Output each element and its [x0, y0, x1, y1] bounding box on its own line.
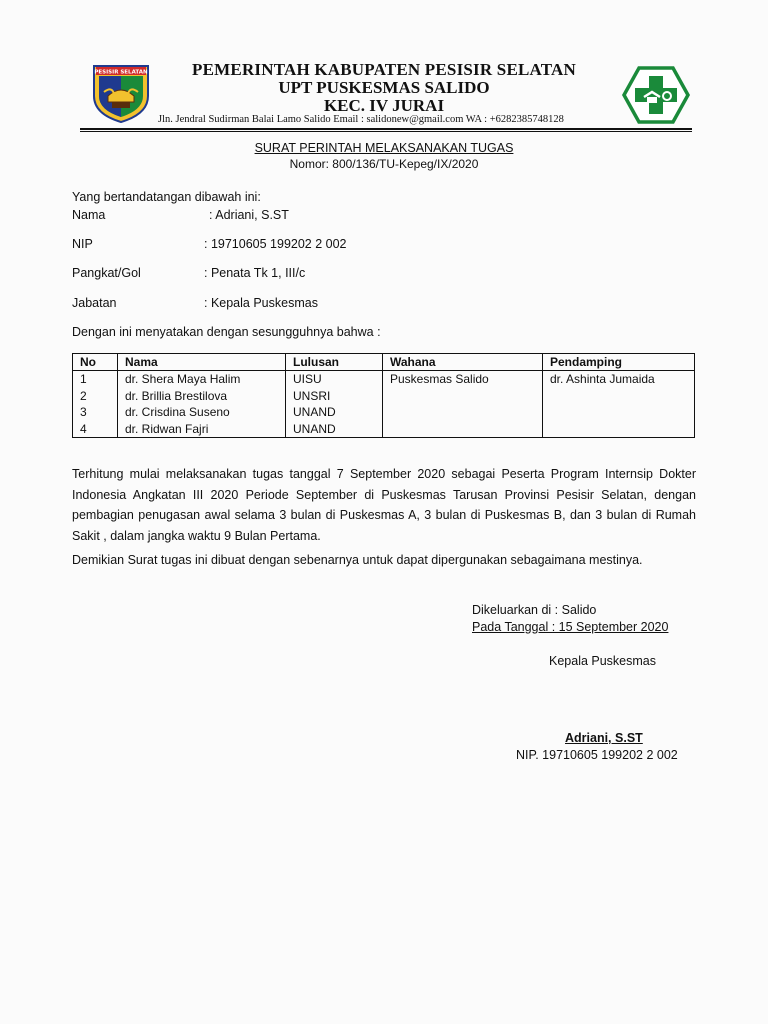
letterhead-address: Jln. Jendral Sudirman Balai Lamo Salido Email : salidonew@gmail.com WA : +6282385748128	[158, 114, 564, 125]
field-value-nip: : 19710605 199202 2 002	[204, 237, 347, 251]
signatory-nip: NIP. 19710605 199202 2 002	[516, 748, 678, 762]
header-no: No	[73, 354, 118, 371]
letterhead-line-1: PEMERINTAH KABUPATEN PESISIR SELATAN	[192, 60, 576, 79]
field-label-nip: NIP	[72, 237, 93, 251]
cell-nama	[118, 371, 286, 438]
row-lulusan: UNAND	[293, 405, 336, 419]
row-no: 4	[80, 421, 87, 436]
field-value-jabatan: : Kepala Puskesmas	[204, 296, 318, 310]
row-no: 1	[80, 372, 87, 386]
cell-wahana	[383, 371, 543, 438]
signatory-role: Kepala Puskesmas	[549, 654, 657, 668]
row-lulusan: UISU	[293, 372, 322, 386]
field-value-pangkat: : Penata Tk 1, III/c	[204, 266, 306, 280]
row-nama: dr. Ridwan Fajri	[125, 421, 209, 436]
intern-table	[72, 353, 695, 438]
cell-pendamping	[543, 371, 695, 438]
row-no: 2	[80, 388, 87, 403]
cell-lulusan	[286, 371, 383, 438]
header-pendamping: Pendamping	[543, 354, 695, 371]
field-label-jabatan: Jabatan	[72, 296, 117, 310]
puskesmas-emblem-logo	[622, 66, 690, 124]
table-row	[73, 371, 695, 438]
letterhead-line-3: KEC. IV JURAI	[323, 96, 445, 115]
cell-no	[73, 371, 118, 438]
header-wahana: Wahana	[383, 354, 543, 371]
row-no: 3	[80, 405, 87, 419]
wahana-value: Puskesmas Salido	[390, 372, 489, 386]
table-header-row	[73, 354, 695, 371]
intro-text: Yang bertandatangan dibawah ini:	[72, 190, 261, 204]
body-paragraph-1: Terhitung mulai melaksanakan tugas tanggal 7 September 2020 sebagai Peserta Program Internsip Dokter Indonesia Angkatan III 2020 Periode September di Puskesmas Tarusan Provinsi Pesisir Selatan, dengan pembagian penugasan awal selama 3 bulan di Puskesmas A, 3 bulan di Puskesmas B, dan 3 bulan di Rumah Sakit , dalam jangka waktu 9 Bulan Pertama.	[72, 467, 696, 543]
svg-text:PESISIR SELATAN: PESISIR SELATAN	[94, 69, 148, 76]
body-paragraph-2: Demikian Surat tugas ini dibuat dengan sebenarnya untuk dapat dipergunakan sebagaimana mestinya.	[72, 553, 643, 567]
signatory-name: Adriani, S.ST	[565, 731, 643, 745]
issued-date: Pada Tanggal : 15 September 2020	[472, 620, 669, 634]
letterhead-divider	[80, 128, 692, 132]
row-lulusan: UNAND	[293, 421, 336, 436]
letterhead-line-2: UPT PUSKESMAS SALIDO	[278, 78, 490, 97]
issued-place: Dikeluarkan di : Salido	[472, 603, 597, 617]
field-value-nama: : Adriani, S.ST	[209, 208, 289, 222]
pendamping-value: dr. Ashinta Jumaida	[550, 372, 655, 386]
field-label-nama: Nama	[72, 208, 106, 222]
row-nama: dr. Brillia Brestilova	[125, 388, 228, 403]
row-nama: dr. Crisdina Suseno	[125, 405, 230, 419]
field-label-pangkat: Pangkat/Gol	[72, 266, 141, 280]
row-nama: dr. Shera Maya Halim	[125, 372, 241, 386]
row-lulusan: UNSRI	[293, 388, 331, 403]
document-number: Nomor: 800/136/TU-Kepeg/IX/2020	[289, 157, 479, 171]
header-nama: Nama	[118, 354, 286, 371]
header-lulusan: Lulusan	[286, 354, 383, 371]
document-title: SURAT PERINTAH MELAKSANAKAN TUGAS	[254, 141, 514, 155]
statement-text: Dengan ini menyatakan dengan sesungguhnya bahwa :	[72, 325, 381, 339]
